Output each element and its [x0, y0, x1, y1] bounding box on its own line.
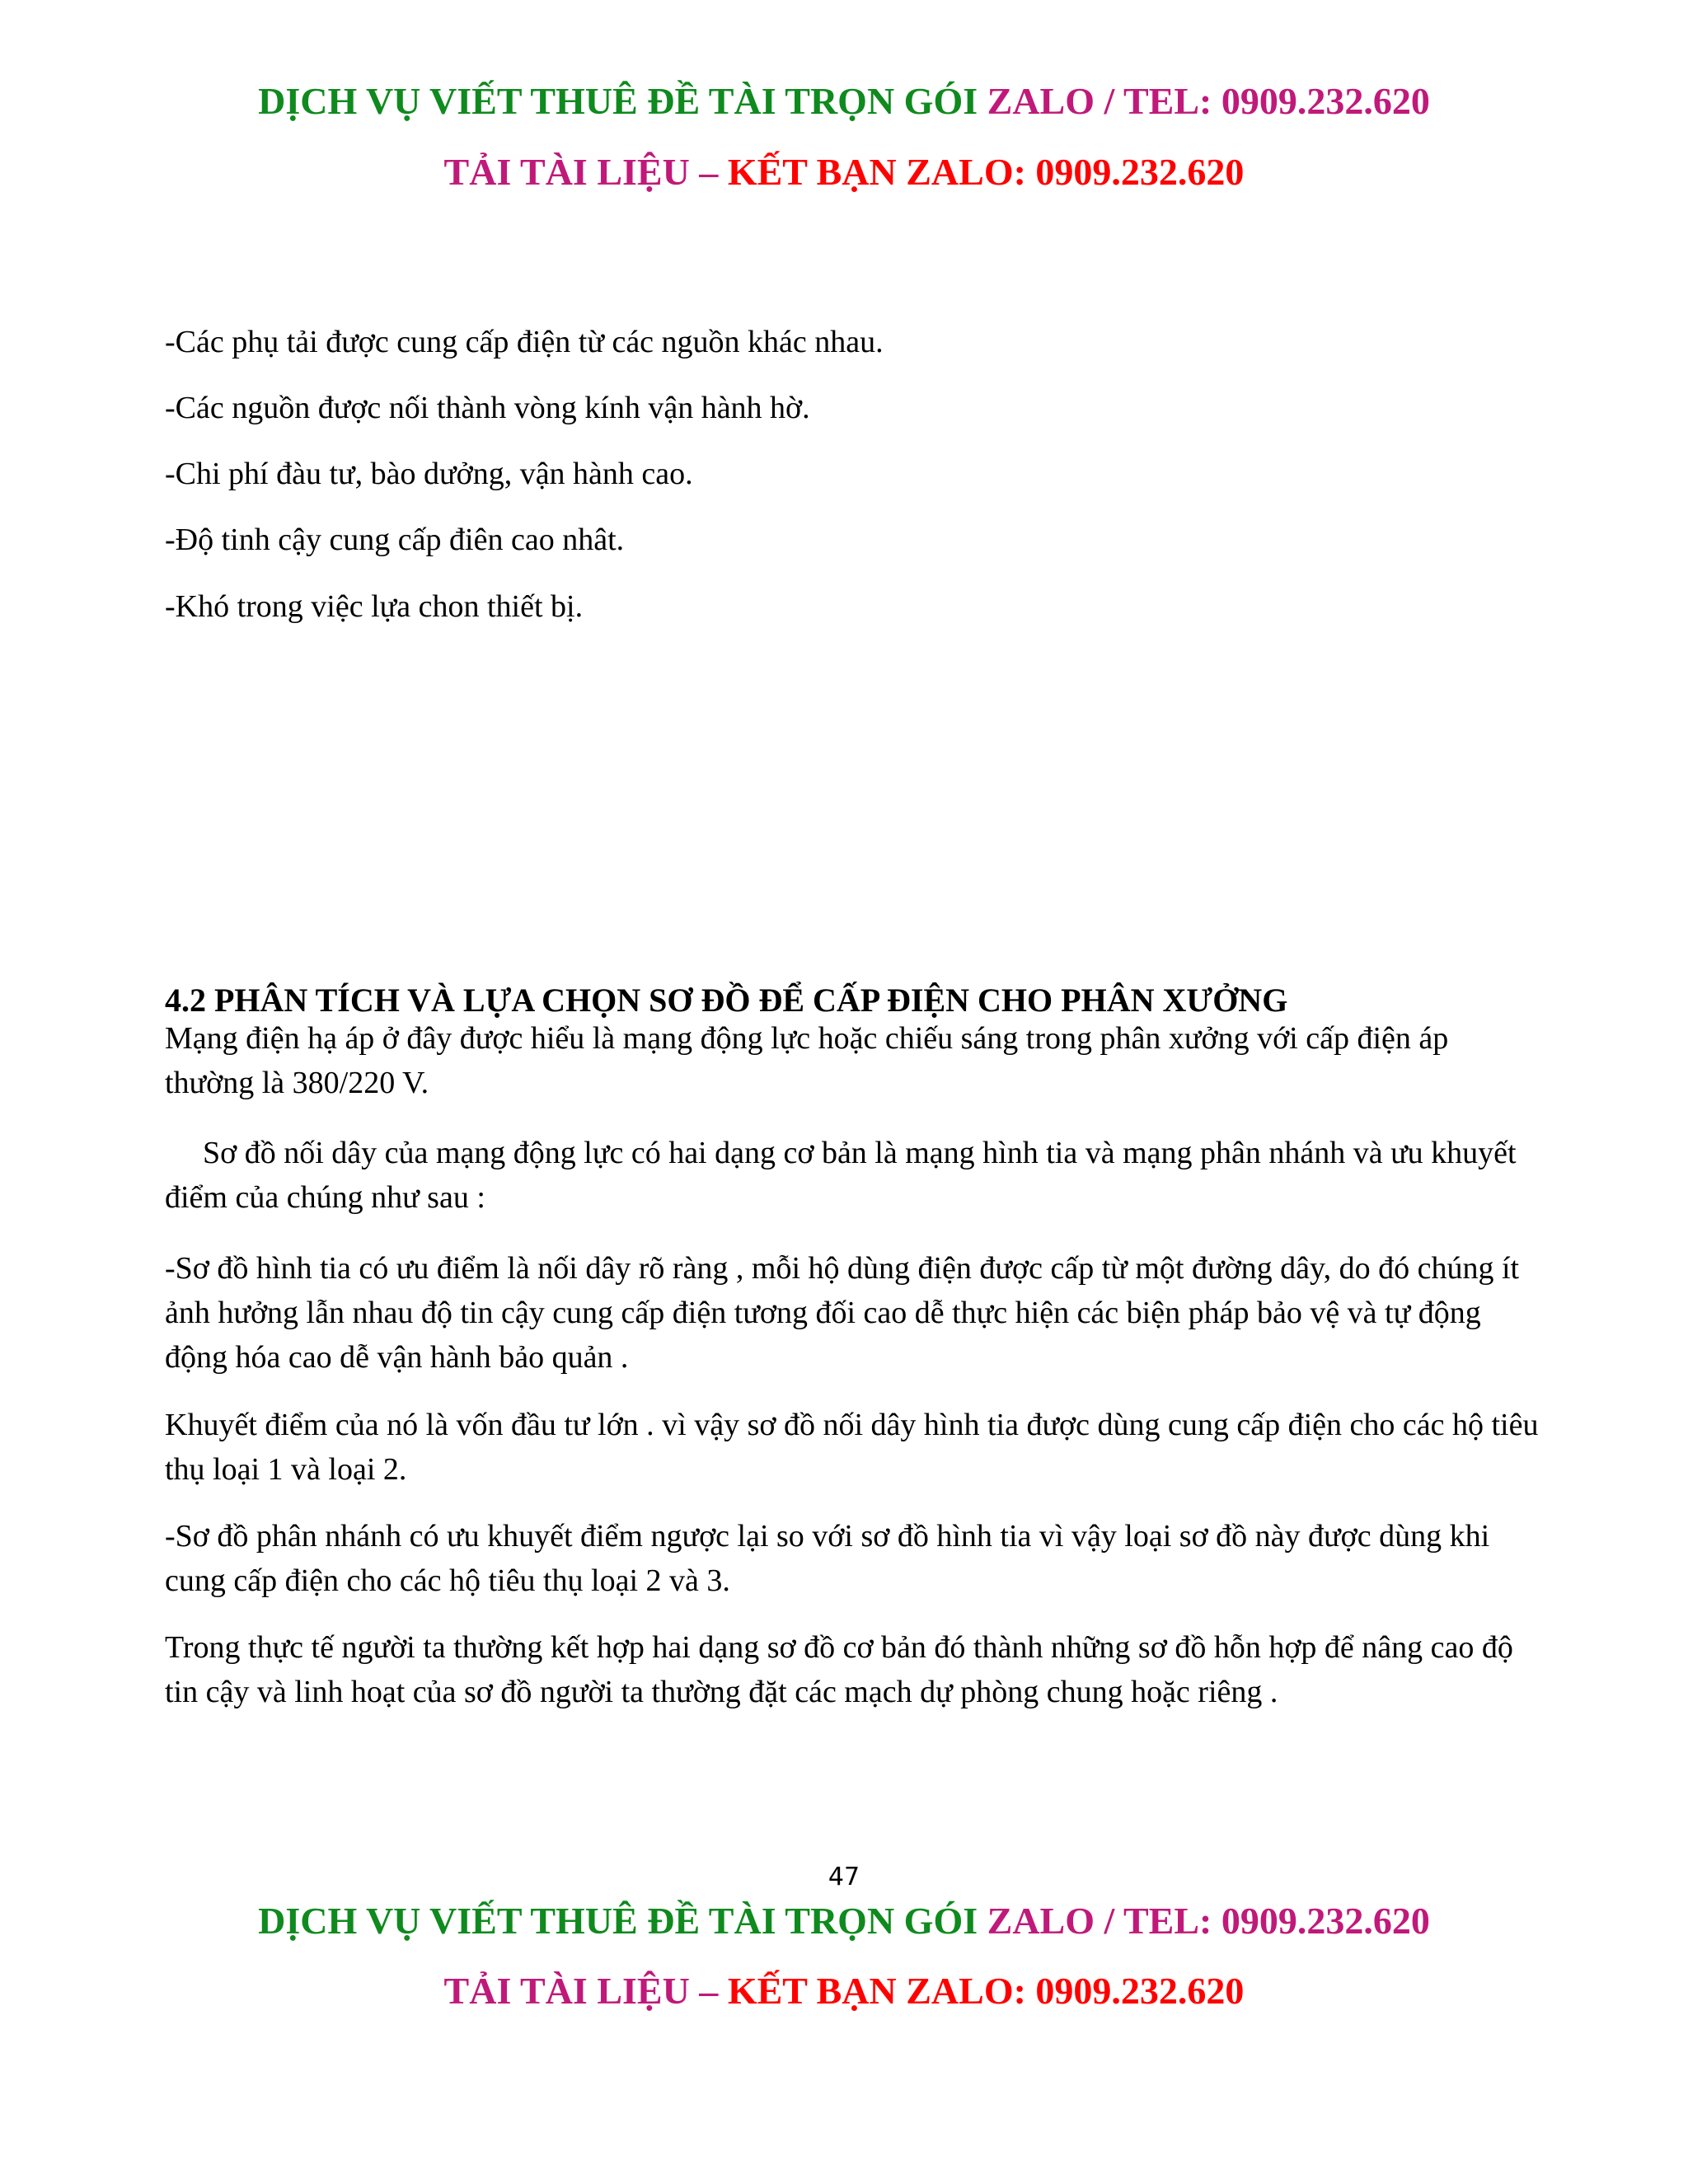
header-banner-line1	[0, 82, 1688, 120]
footer-banner-line2	[0, 1972, 1688, 2010]
bullet-item: -Các phụ tải được cung cấp điện từ các nguồn khác nhau.	[165, 325, 884, 359]
paragraph: -Sơ đồ phân nhánh có ưu khuyết điểm ngược lại so với sơ đồ hình tia vì vậy loại sơ đồ này được dùng khi cung cấp điện cho các hộ tiêu thụ loại 2 và 3.	[165, 1519, 1490, 1598]
bullet-item: -Các nguồn được nối thành vòng kính vận hành hờ.	[165, 391, 810, 425]
banner-download-text: TẢI TÀI LIỆU –	[443, 151, 719, 193]
paragraph: Mạng điện hạ áp ở đây được hiểu là mạng động lực hoặc chiếu sáng trong phân xưởng với cấp điện áp thường là 380/220 V.	[165, 1021, 1449, 1100]
footer-banner-line1	[0, 1902, 1688, 1940]
banner-service-text: DỊCH VỤ VIẾT THUÊ ĐỀ TÀI TRỌN GÓI	[258, 1900, 978, 1942]
bullet-item: -Khó trong việc lựa chon thiết bị.	[165, 589, 584, 624]
banner-phone-text: ZALO / TEL: 0909.232.620	[987, 1900, 1430, 1942]
bullet-item: -Chi phí đàu tư, bào dưởng, vận hành cao.	[165, 457, 693, 491]
paragraph: -Sơ đồ hình tia có ưu điểm là nối dây rõ ràng , mỗi hộ dùng điện được cấp từ một đường dây, do đó chúng ít ảnh hưởng lẫn nhau độ tin cậy cung cấp điện tương đối cao dễ thực hiện các biện pháp bảo vệ và tự động động hóa cao dễ vận hành bảo quản .	[165, 1251, 1520, 1375]
page-number: 47	[828, 1863, 860, 1891]
banner-service-text: DỊCH VỤ VIẾT THUÊ ĐỀ TÀI TRỌN GÓI	[258, 80, 978, 122]
banner-zalo-text: KẾT BẠN ZALO: 0909.232.620	[727, 1970, 1245, 2012]
section-heading: 4.2 PHÂN TÍCH VÀ LỰA CHỌN SƠ ĐỒ ĐỂ CẤP ĐIỆN CHO PHÂN XƯỞNG	[165, 982, 1288, 1019]
banner-download-text: TẢI TÀI LIỆU –	[443, 1970, 719, 2012]
paragraph: Trong thực tế người ta thường kết hợp hai dạng sơ đồ cơ bản đó thành những sơ đồ hỗn hợp để nâng cao độ tin cậy và linh hoạt của sơ đồ người ta thường đặt các mạch dự phòng chung hoặc riêng .	[165, 1630, 1513, 1709]
banner-phone-text: ZALO / TEL: 0909.232.620	[987, 80, 1430, 122]
bullet-item: -Độ tinh cậy cung cấp điên cao nhât.	[165, 523, 625, 557]
banner-zalo-text: KẾT BẠN ZALO: 0909.232.620	[727, 151, 1245, 193]
paragraph: Sơ đồ nối dây của mạng động lực có hai dạng cơ bản là mạng hình tia và mạng phân nhánh và ưu khuyết điểm của chúng như sau :	[165, 1136, 1517, 1215]
paragraph: Khuyết điểm của nó là vốn đầu tư lớn . vì vậy sơ đồ nối dây hình tia được dùng cung cấp điện cho các hộ tiêu thụ loại 1 và loại 2.	[165, 1408, 1539, 1487]
header-banner-line2	[0, 153, 1688, 191]
